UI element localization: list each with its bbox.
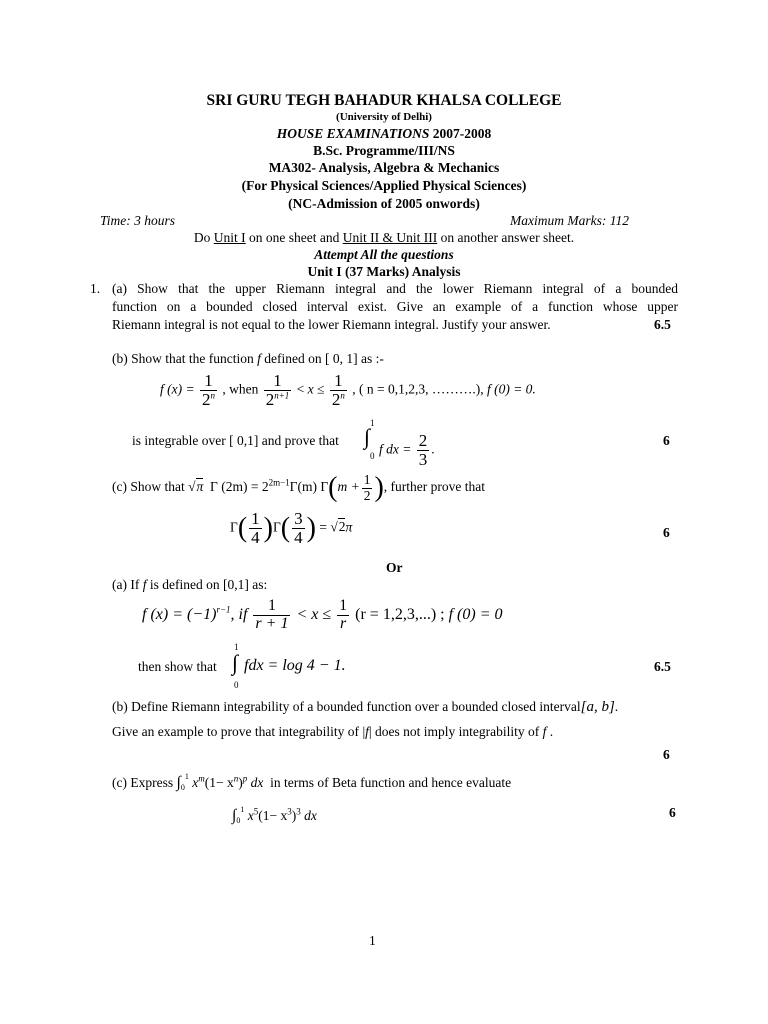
frac-num: 1 — [339, 597, 348, 614]
frac-den: r + 1 — [255, 614, 289, 632]
q1b-f0: f (0) = 0. — [486, 381, 536, 397]
period: . — [341, 657, 346, 674]
frac-num: 1 — [330, 372, 347, 391]
lt-sign: < — [296, 381, 305, 397]
for-line: (For Physical Sciences/Applied Physical Sciences) — [241, 178, 527, 193]
frac-num: 1 — [251, 509, 260, 528]
university-name: (University of Delhi) — [336, 111, 432, 123]
q1b-frac-1 — [200, 372, 217, 409]
q1a-line3: Riemann integral is not equal to the lower Riemann integral. Justify your answer. — [112, 317, 551, 332]
alt-a-pre: (a) If — [112, 577, 140, 592]
q1b-integral — [364, 418, 474, 469]
integral-sign: ∫ — [232, 807, 237, 824]
q1b-integrable-text: is integrable over [ 0,1] and prove that — [132, 433, 339, 448]
paren-open: ( — [328, 472, 338, 503]
exp-m: m — [198, 773, 205, 784]
exp-n: n — [233, 773, 239, 784]
paren-expr: (1− x — [204, 775, 234, 790]
alt-c-eval — [232, 805, 317, 825]
q1b-intro — [112, 351, 384, 367]
exp: n — [210, 390, 215, 401]
alt-b-pre: Give an example to prove that integrability of — [112, 724, 360, 739]
alt-ltx: < x ≤ — [296, 605, 332, 623]
q1b-frac-2 — [264, 372, 292, 409]
q1b-frac-3 — [330, 372, 347, 409]
x-var: x — [307, 381, 314, 397]
fdx: fdx = log 4 − 1 — [244, 657, 342, 674]
paren-open: ( — [280, 512, 291, 544]
paren-close: ) — [263, 512, 273, 544]
college-name: SRI GURU TEGH BAHADUR KHALSA COLLEGE — [206, 92, 562, 109]
frac-den: 2 — [363, 487, 371, 503]
attempt-line: Attempt All the questions — [314, 247, 454, 262]
int-upper: 1 — [234, 642, 239, 652]
q1a-line2: function on a bounded closed interval exist. Give an example of a function whose upper — [112, 299, 678, 314]
alt-integrand — [244, 657, 346, 675]
base: 2 — [265, 389, 275, 409]
alt-c-marks: 6 — [669, 805, 676, 820]
q1b-integrand — [379, 432, 435, 469]
dx: dx — [250, 775, 264, 790]
frac-num: 1 — [264, 372, 292, 391]
q1b-intro-pre: (b) Show that the function — [112, 351, 254, 366]
x: x — [247, 808, 254, 823]
alt-b-marks: 6 — [663, 747, 670, 762]
alt-tail: (r = 1,2,3,...) ; — [355, 605, 445, 623]
q1b-intro-post: defined on [ 0, 1] as :- — [264, 351, 384, 366]
frac-num: 2 — [418, 431, 428, 450]
int-lower: 0 — [370, 451, 375, 461]
exp: n+1 — [274, 390, 290, 401]
admission-line: (NC-Admission of 2005 onwords) — [288, 196, 480, 211]
instruction-end: on another answer sheet. — [440, 230, 575, 245]
base: 2 — [201, 389, 211, 409]
int-lower: 0 — [180, 783, 185, 792]
alt-a-post: is defined on [0,1] as: — [149, 577, 268, 592]
pi: π — [345, 519, 353, 535]
frac-den: r — [340, 614, 347, 632]
alt-if: , if — [230, 605, 248, 623]
or-separator: Or — [386, 560, 403, 575]
frac-den — [330, 391, 347, 409]
half — [362, 473, 373, 502]
interval: [a, b] — [580, 699, 615, 715]
alt-a-intro — [112, 577, 267, 593]
equals: = — [319, 519, 327, 535]
int-lower: 0 — [236, 816, 241, 825]
alt-a-f: f — [142, 577, 147, 592]
quarter — [249, 510, 262, 547]
int-upper: 1 — [184, 772, 189, 781]
frac-den: 4 — [251, 527, 260, 547]
time-label: Time: 3 hours — [100, 213, 176, 228]
alt-a-marks: 6.5 — [654, 659, 671, 674]
alt-fx: f (x) = (−1) — [142, 605, 217, 623]
int-lower: 0 — [234, 680, 239, 690]
exp: 3 — [287, 806, 292, 817]
pi: π — [196, 479, 204, 495]
integral-sign: ∫ — [232, 650, 239, 675]
f: f — [542, 724, 547, 739]
gamma-m: Γ(m) Γ — [289, 479, 329, 495]
alt-frac-2 — [337, 598, 349, 633]
gamma: Γ — [230, 519, 238, 535]
x: x — [192, 775, 199, 790]
m-plus: m + — [337, 479, 360, 495]
exp: r−1 — [216, 604, 231, 615]
paren-close: ) — [374, 472, 384, 503]
frac-den — [264, 391, 292, 409]
sqrt-2: √2 — [330, 519, 346, 535]
instruction-unit1: Unit I — [213, 230, 246, 245]
frac-num: 1 — [200, 372, 217, 391]
exam-title-italic: HOUSE EXAMINATIONS — [276, 126, 430, 141]
exp: 2m−1 — [268, 477, 290, 488]
alt-frac-1 — [253, 598, 290, 633]
q1b-definition — [160, 372, 536, 409]
unit-title: Unit I (37 Marks) Analysis — [307, 264, 461, 279]
alt-f0: f (0) = 0 — [448, 605, 503, 623]
paren-close: ) — [306, 512, 316, 544]
paren-close: ) — [238, 775, 243, 790]
alt-b-text: (b) Define Riemann integrability of a bounded function over a bounded closed interval — [112, 699, 581, 714]
frac-num: 1 — [253, 598, 290, 616]
alt-integral — [232, 642, 432, 692]
alt-c-line — [112, 772, 511, 792]
page-number: 1 — [369, 933, 376, 948]
int-upper: 1 — [240, 805, 245, 814]
paper-title: MA302- Analysis, Algebra & Mechanics — [268, 160, 500, 175]
three-quarters — [292, 510, 305, 547]
question-number: 1. — [90, 281, 101, 296]
q1a-line1: (a) Show that the upper Riemann integral and the lower Riemann integral of a bounded — [112, 281, 678, 296]
q1c-further: , further prove that — [383, 479, 486, 495]
instruction-line — [0, 230, 768, 246]
sqrt-pi: √π — [188, 479, 204, 495]
q1c-line — [112, 472, 485, 504]
frac-num: 1 — [363, 472, 371, 488]
exp-p: p — [242, 773, 248, 784]
alt-b-line1: (b) Define Riemann integrability of a bounded function over a bounded closed interval[a, b]. — [112, 699, 619, 715]
gamma: Γ — [272, 519, 281, 535]
q1c-gamma-product — [230, 510, 352, 547]
q1b-fx: f (x) = — [160, 381, 195, 397]
exp: 5 — [253, 806, 259, 817]
alt-c-pre: (c) Express — [112, 775, 174, 790]
n-list: , ( n = 0,1,2,3, ……….), — [352, 381, 484, 397]
programme: B.Sc. Programme/III/NS — [313, 143, 455, 158]
instruction-do: Do — [193, 230, 211, 245]
paren-expr: (1− x — [258, 808, 288, 823]
alt-c-post: in terms of Beta function and hence evaluate — [270, 775, 512, 790]
q1c-show: (c) Show that — [112, 479, 185, 495]
instruction-unit23: Unit II & Unit III — [342, 230, 438, 245]
paren-open: ( — [237, 512, 248, 544]
alt-then-text: then show that — [138, 659, 217, 674]
instruction-mid: on one sheet and — [249, 230, 340, 245]
frac-num: 3 — [294, 509, 303, 528]
abs-f: |f| — [362, 724, 372, 739]
gamma-2m: Γ (2m) = 2 — [210, 479, 269, 495]
le-sign: ≤ — [317, 381, 325, 397]
q1b-when: , when — [222, 381, 259, 397]
exam-title — [0, 126, 768, 142]
q1a-marks: 6.5 — [654, 317, 671, 332]
integral-sign: ∫ — [176, 774, 181, 791]
exp: 3 — [296, 806, 301, 817]
q1b-marks: 6 — [663, 433, 670, 448]
alt-b-mid: does not imply integrability of — [374, 724, 540, 739]
alt-a-definition — [142, 598, 503, 633]
fdx: f dx = — [379, 441, 412, 457]
exp: n — [340, 390, 345, 401]
exam-year: 2007-2008 — [432, 126, 492, 141]
two-thirds — [417, 432, 430, 469]
max-marks-label: Maximum Marks: 112 — [510, 213, 629, 228]
two: 2 — [338, 519, 346, 535]
frac-den: 4 — [294, 527, 303, 547]
frac-den: 3 — [418, 449, 428, 469]
dx: dx — [304, 808, 317, 823]
q1c-marks: 6 — [663, 525, 670, 540]
f: f — [365, 724, 369, 739]
integral-sign: ∫ — [364, 424, 371, 449]
paren-close: ) — [291, 808, 297, 823]
frac-den — [200, 391, 217, 409]
int-upper: 1 — [370, 418, 375, 428]
base: 2 — [331, 389, 341, 409]
period: . — [431, 441, 435, 457]
q1b-f: f — [257, 351, 261, 366]
alt-b-line2: Give an example to prove that integrability of |f| does not imply integrability of f . — [112, 724, 554, 739]
